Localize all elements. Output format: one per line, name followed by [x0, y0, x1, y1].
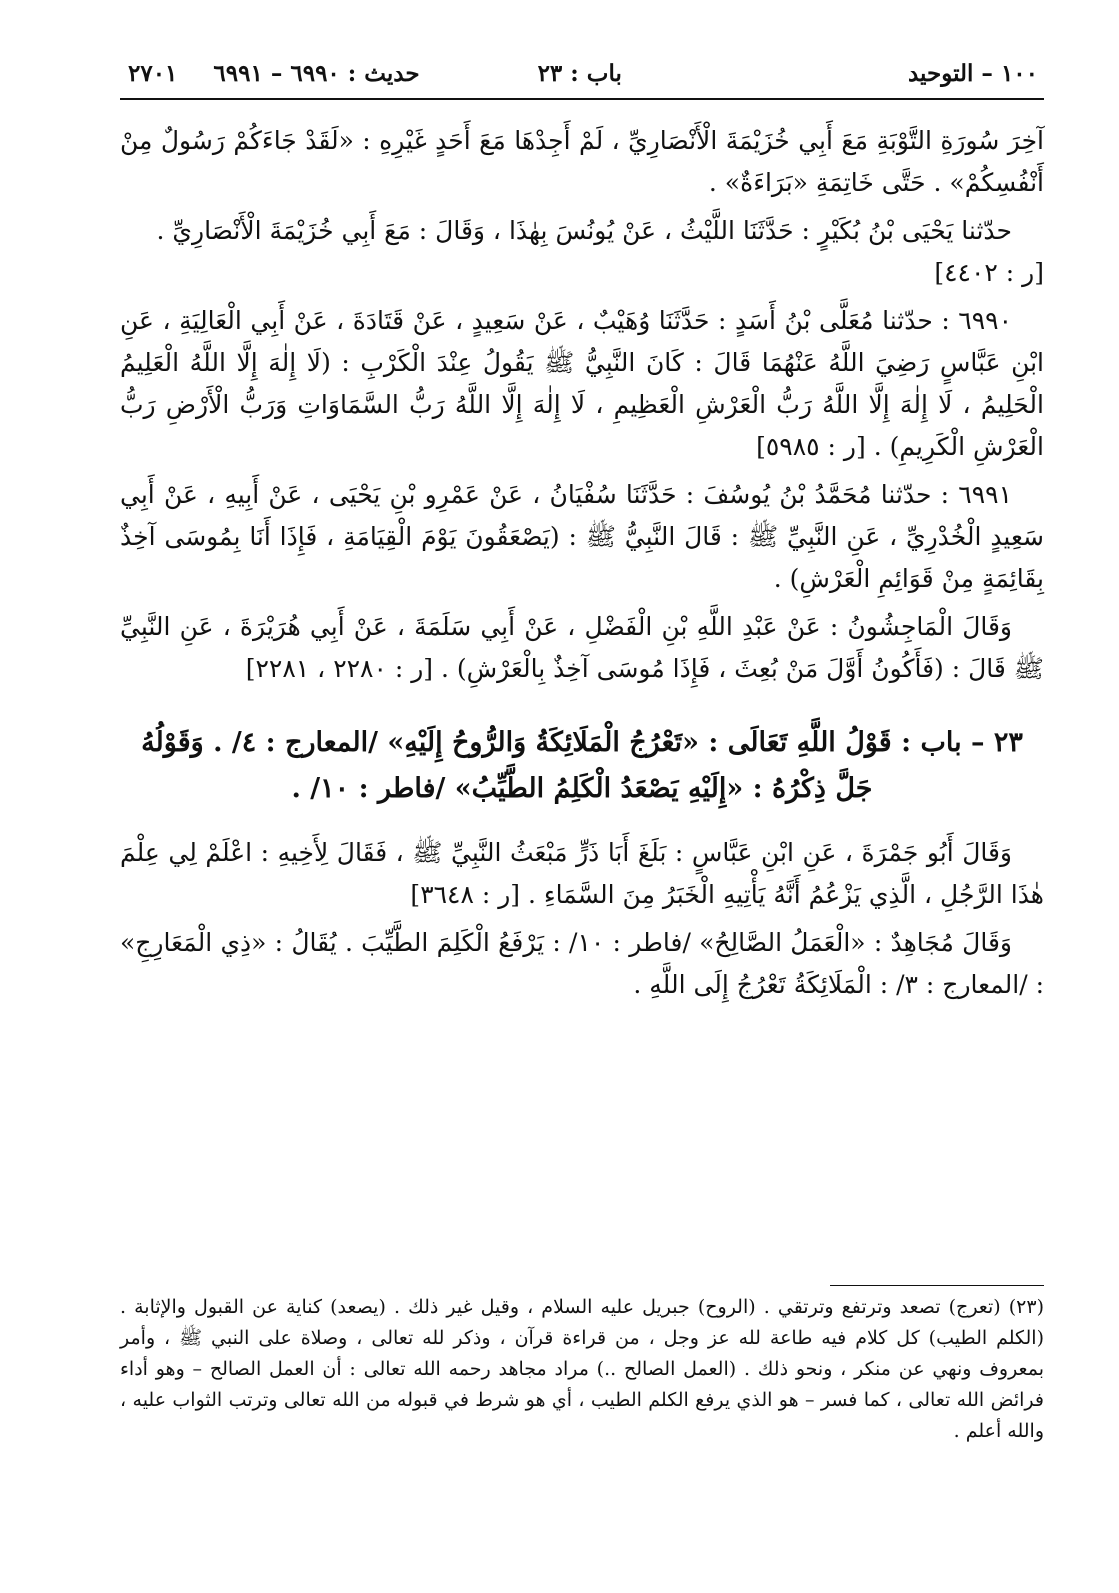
- hadith-range: حديث : ٦٩٩٠ – ٦٩٩١: [213, 59, 420, 87]
- mujahid-paragraph: وَقَالَ مُجَاهِدٌ : «الْعَمَلُ الصَّالِحُ» /فاطر : ١٠/ : يَرْفَعُ الْكَلِمَ الطَّيِّبَ . يُقَالُ : «ذِي الْمَعَارِجِ» : /المعارج : ٣/ : الْمَلَائِكَةُ تَعْرُجُ إِلَى اللَّهِ .: [120, 928, 1044, 999]
- cross-reference: [ر : ٥٩٨٥]: [756, 432, 866, 461]
- hadith-paragraph-majishun: [120, 606, 1044, 690]
- main-text: [120, 120, 1044, 1006]
- hadith-6991: ٦٩٩١ : حدّثنا مُحَمَّدُ بْنُ يُوسُفَ : حَدَّثَنَا سُفْيَانُ ، عَنْ عَمْرِو بْنِ يَحْيَى ، عَنْ أَبِيهِ ، عَنْ أَبِي سَعِيدٍ الْخُدْرِيِّ ، عَنِ النَّبِيِّ ﷺ : قَالَ النَّبِيُّ ﷺ : (يَصْعَقُونَ يَوْمَ الْقِيَامَةِ ، فَإِذَا أَنَا بِمُوسَى آخِذٌ بِقَائِمَةٍ مِنْ قَوَائِمِ الْعَرْشِ) .: [120, 480, 1044, 593]
- cross-reference: [ر : ٤٤٠٢]: [934, 258, 1044, 287]
- paragraph-text: حدّثنا يَحْيَى بْنُ بُكَيْرٍ : حَدَّثَنَا اللَّيْثُ ، عَنْ يُونُسَ بِهٰذَا ، وَقَالَ : مَعَ أَبِي خُزَيْمَةَ الْأَنْصَارِيِّ .: [156, 216, 1012, 245]
- footnote: [120, 1292, 1044, 1447]
- chapter-heading: ٢٣ – باب : قَوْلُ اللَّهِ تَعَالَى : «تَعْرُجُ الْمَلَائِكَةُ وَالرُّوحُ إِلَيْهِ» /المعارج : ٤/ . وَقَوْلُهُ جَلَّ ذِكْرُهُ : «إِلَيْهِ يَصْعَدُ الْكَلِمُ الطَّيِّبُ» /فاطر : ١٠/ .: [141, 727, 1023, 804]
- page-number: ٢٧٠١: [128, 59, 178, 87]
- paragraph-text: وَقَالَ الْمَاجِشُونُ : عَنْ عَبْدِ اللَّهِ بْنِ الْفَضْلِ ، عَنْ أَبِي سَلَمَةَ ، عَنْ أَبِي هُرَيْرَةَ ، عَنِ النَّبِيِّ ﷺ قَالَ : (فَأَكُونُ أَوَّلَ مَنْ بُعِثَ ، فَإِذَا مُوسَى آخِذٌ بِالْعَرْشِ) .: [120, 612, 1044, 683]
- paragraph-text: وَقَالَ أَبُو جَمْرَةَ ، عَنِ ابْنِ عَبَّاسٍ : بَلَغَ أَبَا ذَرٍّ مَبْعَثُ النَّبِيِّ ﷺ ، فَقَالَ لِأَخِيهِ : اعْلَمْ لِي عِلْمَ هٰذَا الرَّجُلِ ، الَّذِي يَزْعُمُ أَنَّهُ يَأْتِيهِ الْخَبَرُ مِنَ السَّمَاءِ .: [120, 838, 1044, 909]
- cross-reference: [ر : ٢٢٨٠ ، ٢٢٨١]: [245, 654, 434, 683]
- continuation-paragraph: آخِرَ سُورَةِ التَّوْبَةِ مَعَ أَبِي خُزَيْمَةَ الْأَنْصَارِيِّ ، لَمْ أَجِدْهَا مَعَ أَحَدٍ غَيْرِهِ : «لَقَدْ جَاءَكُمْ رَسُولٌ مِنْ أَنْفُسِكُمْ» . حَتَّى خَاتِمَةِ «بَرَاءَةٌ» .: [120, 126, 1044, 197]
- hadith-6990: [120, 300, 1044, 468]
- paragraph-text: ٦٩٩٠ : حدّثنا مُعَلَّى بْنُ أَسَدٍ : حَدَّثَنَا وُهَيْبٌ ، عَنْ سَعِيدٍ ، عَنْ قَتَادَةَ ، عَنْ أَبِي الْعَالِيَةِ ، عَنِ ابْنِ عَبَّاسٍ رَضِيَ اللَّهُ عَنْهُمَا قَالَ : كَانَ النَّبِيُّ ﷺ يَقُولُ عِنْدَ الْكَرْبِ : (لَا إِلٰهَ إِلَّا اللَّهُ الْعَلِيمُ الْحَلِيمُ ، لَا إِلٰهَ إِلَّا اللَّهُ رَبُّ الْعَرْشِ الْعَظِيمِ ، لَا إِلٰهَ إِلَّا اللَّهُ رَبُّ السَّمَاوَاتِ وَرَبُّ الْأَرْضِ رَبُّ الْعَرْشِ الْكَرِيمِ) .: [120, 306, 1044, 461]
- abu-jamra-paragraph: [120, 832, 1044, 916]
- footnote-text: (٢٣) (تعرج) تصعد وترتفع وترتقي . (الروح) جبريل عليه السلام ، وقيل غير ذلك . (يصعد) كناية عن القبول والإثابة . (الكلم الطيب) كل كلام فيه طاعة لله عز وجل ، من قراءة قرآن ، وذكر لله تعالى ، وصلاة على النبي ﷺ ، وأمر بمعروف ونهي عن منكر ، ونحو ذلك . (العمل الصالح ..) مراد مجاهد رحمه الله تعالى : أن العمل الصالح – وهو أداء فرائض الله تعالى ، كما فسر – هو الذي يرفع الكلم الطيب ، أي هو شرط في قبوله من الله تعالى وترتب الثواب عليه ، والله أعلم .: [120, 1296, 1044, 1442]
- cross-reference: [ر : ٣٦٤٨]: [410, 880, 521, 909]
- bab-number: باب : ٢٣: [537, 59, 622, 87]
- running-header: [120, 48, 1044, 100]
- book-title: ١٠٠ – التوحيد: [907, 59, 1038, 87]
- footnote-divider: [830, 1285, 1044, 1286]
- hadith-paragraph-1: [120, 210, 1044, 294]
